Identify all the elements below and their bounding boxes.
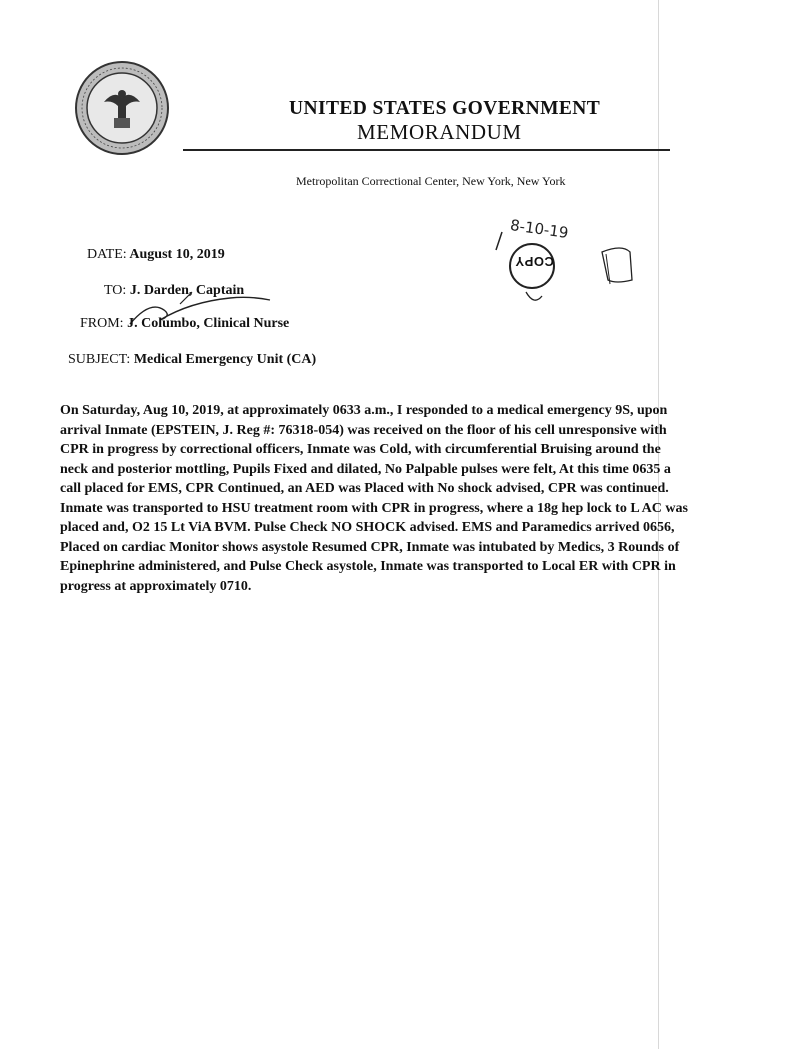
subject-label: SUBJECT: (68, 352, 131, 367)
to-label: TO: (104, 283, 127, 298)
date-field (87, 247, 225, 263)
copy-stamp-text: COPY (515, 254, 554, 269)
doj-seal-icon (74, 60, 170, 156)
header-rule (183, 149, 670, 151)
subject-value: Medical Emergency Unit (CA) (133, 352, 317, 367)
handwritten-date: 8-10-19 (509, 216, 570, 242)
from-value: J. Columbo, Clinical Nurse (127, 316, 290, 331)
date-label: DATE: (87, 247, 127, 262)
date-value: August 10, 2019 (129, 247, 225, 262)
document-type-title: MEMORANDUM (357, 120, 522, 144)
memo-body: On Saturday, Aug 10, 2019, at approximately 0633 a.m., I responded to a medical emergency 9S, upon arrival Inmate (EPSTEIN, J. Reg #: 76318-054) was received on the floor of his cell unresponsive with CPR in progress by correctional officers, Inmate was Cold, with circumferential Bruising around the neck and posterior mottling, Pupils Fixed and dilated, No Palpable pulses were felt, At this time 0635 a call placed for EMS, CPR Continued, an AED was Placed with No shock advised, CPR was continued. Inmate was transported to HSU treatment room with CPR in progress, where a 18g hep lock to L AC was placed and, O2 15 Lt ViA BVM. Pulse Check NO SHOCK advised. EMS and Paramedics arrived 0656, Placed on cardiac Monitor shows asystole Resumed CPR, Inmate was intubated by Medics, 3 Rounds of Epinephrine administered, and Pulse Check asystole, Inmate was transported to Local ER with CPR in progress at approximately 0710. (60, 403, 688, 594)
scribble-icon (482, 222, 652, 312)
government-title: UNITED STATES GOVERNMENT (289, 98, 601, 119)
doj-seal (74, 60, 170, 156)
to-value: J. Darden, Captain (129, 283, 245, 298)
subject-field (68, 352, 316, 368)
from-field (80, 316, 289, 332)
office-location: Metropolitan Correctional Center, New York, New York (296, 174, 566, 188)
handwritten-marks (482, 222, 652, 312)
from-label: FROM: (80, 316, 124, 331)
